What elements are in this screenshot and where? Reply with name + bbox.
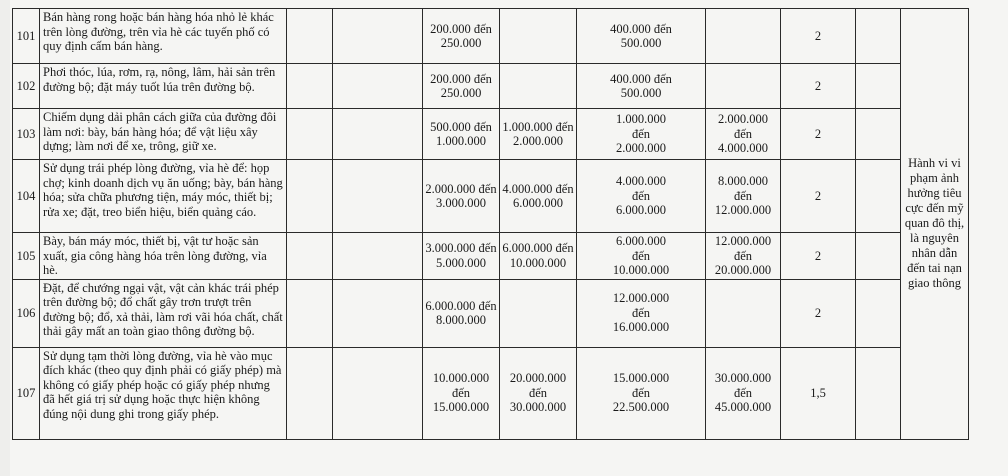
- fine-value: 6.000.000 đến 10.000.000: [612, 234, 670, 277]
- fine-cell: [706, 347, 781, 439]
- fine-cell: [423, 109, 500, 160]
- fine-cell: 8.000.000 đến 12.000.000: [706, 160, 781, 233]
- fine-cell: [577, 9, 706, 64]
- row-number: 101: [13, 9, 40, 64]
- fine-value: 200.000 đến 250.000: [430, 21, 492, 50]
- row-number: 104: [13, 160, 40, 233]
- fine-cell: [333, 64, 423, 109]
- violation-description: Sử dụng trái phép lòng đường, vỉa hè để: họp chợ; kinh doanh dịch vụ ăn uống; bày, bán hàng hóa; sửa chữa phương tiện, máy móc, thiết bị; rửa xe; đặt, treo biển hiệu, biển quảng cáo.: [40, 160, 287, 233]
- fine-cell: [500, 279, 577, 347]
- fine-cell: [333, 347, 423, 439]
- fine-value: 400.000 đến 500.000: [610, 71, 672, 100]
- fine-cell: [333, 109, 423, 160]
- fine-value: 1.000.000 đến 2.000.000: [502, 119, 574, 148]
- table-row: [13, 160, 969, 233]
- points-cell: 2: [781, 109, 856, 160]
- violation-description: Bày, bán máy móc, thiết bị, vật tư hoặc sản xuất, gia công hàng hóa trên lòng đường, vỉa hè.: [40, 233, 287, 280]
- fine-cell: [287, 64, 333, 109]
- fine-cell: [500, 64, 577, 109]
- fine-cell: [706, 64, 781, 109]
- spacer-cell: [856, 9, 901, 64]
- fine-cell: [287, 109, 333, 160]
- fine-cell: [287, 347, 333, 439]
- fine-cell: [577, 64, 706, 109]
- fine-cell: [577, 160, 706, 233]
- violation-table: [12, 8, 969, 440]
- fine-cell: 2.000.000 đến 4.000.000: [706, 109, 781, 160]
- row-number: 105: [13, 233, 40, 280]
- table-row: [13, 9, 969, 64]
- violation-description: Sử dụng tạm thời lòng đường, vỉa hè vào mục đích khác (theo quy định phải có giấy phép) mà không có giấy phép hoặc có giấy phép nhưng đã hết giá trị sử dụng hoặc thực hiện không đúng nội dung ghi trong giấy phép.: [40, 347, 287, 439]
- table-row: [13, 233, 969, 280]
- fine-value: 15.000.000 đến 22.500.000: [612, 371, 670, 415]
- row-number: 106: [13, 279, 40, 347]
- points-cell: 2: [781, 233, 856, 280]
- fine-cell: [706, 233, 781, 280]
- fine-value: 1.000.000 đến 2.000.000: [616, 112, 666, 156]
- fine-cell: [706, 9, 781, 64]
- fine-cell: [577, 233, 706, 280]
- violation-description: Phơi thóc, lúa, rơm, rạ, nông, lâm, hải sản trên đường bộ; đặt máy tuốt lúa trên đường bộ.: [40, 64, 287, 109]
- fine-cell: 10.000.000 đến 15.000.000: [423, 347, 500, 439]
- fine-cell: 3.000.000 đến 5.000.000: [423, 233, 500, 280]
- fine-cell: 6.000.000 đến 8.000.000: [423, 279, 500, 347]
- points-cell: 2: [781, 9, 856, 64]
- fine-cell: 4.000.000 đến 6.000.000: [500, 160, 577, 233]
- fine-value: 4.000.000 đến 6.000.000: [616, 174, 666, 218]
- points-cell: 2: [781, 279, 856, 347]
- fine-cell: [577, 347, 706, 439]
- fine-cell: [287, 233, 333, 280]
- fine-cell: 6.000.000 đến 10.000.000: [500, 233, 577, 280]
- fine-cell: [500, 9, 577, 64]
- violation-description: Đặt, để chướng ngại vật, vật cản khác trái phép trên đường bộ; đổ chất gây trơn trượt trên đường bộ; đổ, xả thải, làm rơi vãi hóa chất, chất thải gây mất an toàn giao thông đường bộ.: [40, 279, 287, 347]
- fine-cell: [500, 109, 577, 160]
- spacer-cell: [856, 64, 901, 109]
- table-row: [13, 64, 969, 109]
- fine-cell: [333, 160, 423, 233]
- fine-value: 30.000.000 đến 45.000.000: [714, 371, 772, 415]
- fine-cell: [706, 279, 781, 347]
- row-number: 102: [13, 64, 40, 109]
- page-edge: [0, 0, 10, 476]
- fine-cell: [287, 9, 333, 64]
- points-cell: 2: [781, 64, 856, 109]
- fine-cell: [577, 109, 706, 160]
- spacer-cell: [856, 160, 901, 233]
- violation-description: Bán hàng rong hoặc bán hàng hóa nhỏ lẻ khác trên lòng đường, trên vỉa hè các tuyến phố có quy định cấm bán hàng.: [40, 9, 287, 64]
- fine-value: 12.000.000 đến 20.000.000: [714, 234, 772, 277]
- fine-value: 400.000 đến 500.000: [610, 21, 672, 50]
- fine-value: 12.000.000 đến 16.000.000: [612, 291, 670, 335]
- spacer-cell: [856, 279, 901, 347]
- fine-value: 200.000 đến 250.000: [430, 71, 492, 100]
- fine-cell: [333, 279, 423, 347]
- table-row: [13, 279, 969, 347]
- points-cell: 2: [781, 160, 856, 233]
- fine-cell: [577, 279, 706, 347]
- points-cell: 1,5: [781, 347, 856, 439]
- note-cell: Hành vi vi phạm ảnh hưởng tiêu cực đến mỹ quan đô thị, là nguyên nhân dẫn đến tai nạn giao thông: [901, 9, 969, 440]
- fine-cell: [287, 279, 333, 347]
- fine-cell: [333, 233, 423, 280]
- table-row: [13, 347, 969, 439]
- spacer-cell: [856, 233, 901, 280]
- fine-cell: [287, 160, 333, 233]
- violation-description: Chiếm dụng dải phân cách giữa của đường đôi làm nơi: bày, bán hàng hóa; để vật liệu xây dựng; làm nơi để xe, trông, giữ xe.: [40, 109, 287, 160]
- fine-value: 20.000.000 đến 30.000.000: [509, 371, 567, 415]
- table-row: [13, 109, 969, 160]
- fine-cell: [423, 9, 500, 64]
- spacer-cell: [856, 347, 901, 439]
- fine-cell: [423, 64, 500, 109]
- spacer-cell: [856, 109, 901, 160]
- fine-cell: [500, 347, 577, 439]
- fine-value: 500.000 đến 1.000.000: [430, 119, 492, 148]
- fine-cell: [333, 9, 423, 64]
- row-number: 103: [13, 109, 40, 160]
- row-number: 107: [13, 347, 40, 439]
- fine-cell: 2.000.000 đến 3.000.000: [423, 160, 500, 233]
